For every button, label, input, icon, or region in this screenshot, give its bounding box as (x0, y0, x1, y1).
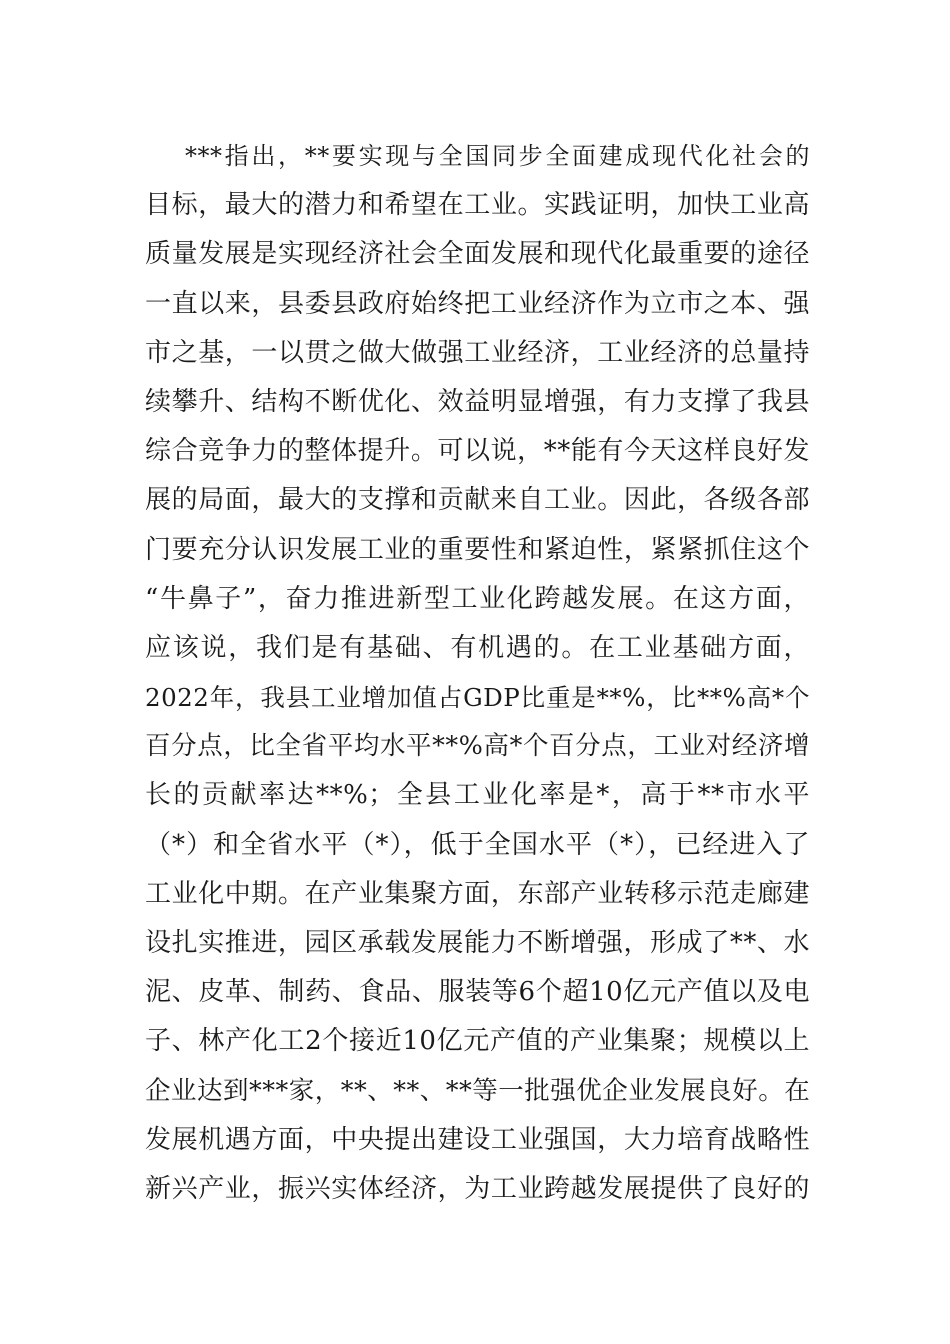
body-paragraph (145, 132, 810, 1214)
paragraph-line: 市之基，一以贯之做大做强工业经济，工业经济的总量持 (145, 337, 810, 368)
paragraph-line: 综合竞争力的整体提升。可以说，**能有今天这样良好发 (145, 436, 810, 467)
paragraph-line: 子、林产化工2个接近10亿元产值的产业集聚；规模以上 (145, 1026, 810, 1057)
paragraph-line: 应该说，我们是有基础、有机遇的。在工业基础方面， (145, 632, 810, 663)
paragraph-line: 设扎实推进，园区承载发展能力不断增强，形成了**、水 (145, 928, 810, 958)
paragraph-line: 续攀升、结构不断优化、效益明显增强，有力支撑了我县 (145, 386, 810, 417)
paragraph-line: “牛鼻子”，奋力推进新型工业化跨越发展。在这方面， (145, 583, 810, 614)
paragraph-line: 新兴产业，振兴实体经济，为工业跨越发展提供了良好的 (145, 1173, 810, 1204)
paragraph-line: 工业化中期。在产业集聚方面，东部产业转移示范走廊建 (145, 878, 810, 909)
paragraph-line: 门要充分认识发展工业的重要性和紧迫性，紧紧抓住这个 (145, 534, 810, 565)
paragraph-line: 泥、皮革、制药、食品、服装等6个超10亿元产值以及电 (145, 977, 810, 1008)
paragraph-line: 百分点，比全省平均水平**%高*个百分点，工业对经济增 (145, 731, 810, 762)
paragraph-line: （*）和全省水平（*），低于全国水平（*），已经进入了 (145, 829, 810, 860)
paragraph-line: ***指出，**要实现与全国同步全面建成现代化社会的 (185, 142, 810, 170)
paragraph-line: 发展机遇方面，中央提出建设工业强国，大力培育战略性 (145, 1124, 810, 1155)
paragraph-line: 企业达到***家，**、**、**等一批强优企业发展良好。在 (145, 1075, 811, 1106)
paragraph-line: 展的局面，最大的支撑和贡献来自工业。因此，各级各部 (145, 485, 810, 516)
paragraph-line: 一直以来，县委县政府始终把工业经济作为立市之本、强 (145, 288, 810, 319)
paragraph-line: 目标，最大的潜力和希望在工业。实践证明，加快工业高 (145, 190, 810, 221)
paragraph-line: 长的贡献率达**%；全县工业化率是*，高于**市水平 (145, 780, 810, 811)
paragraph-line: 2022年，我县工业增加值占GDP比重是**%，比**%高*个 (145, 683, 810, 713)
paragraph-line: 质量发展是实现经济社会全面发展和现代化最重要的途径 (145, 239, 810, 270)
